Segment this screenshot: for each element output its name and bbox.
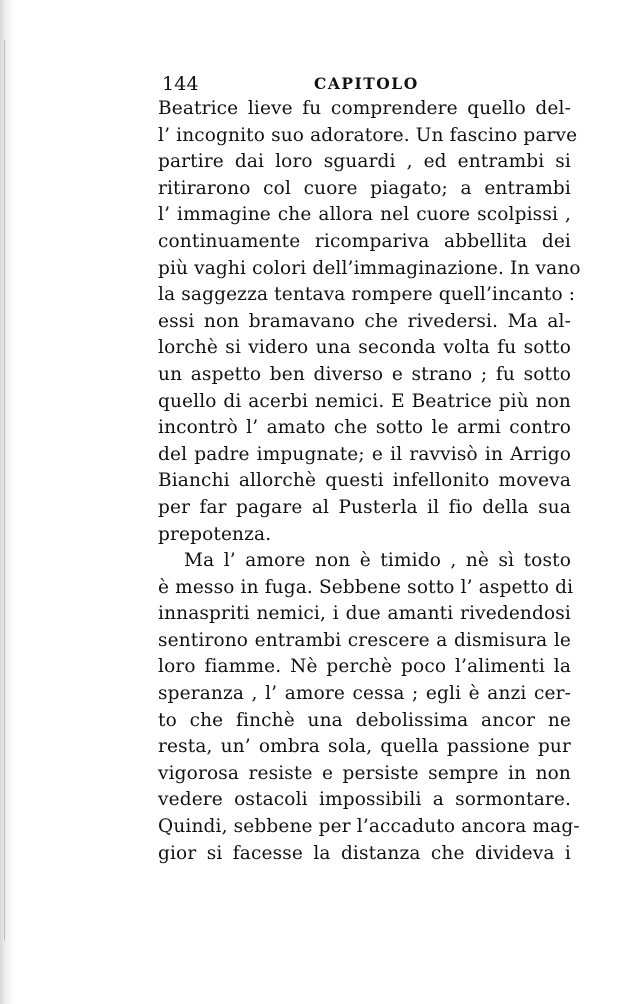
text-line: l’ incognito suo adoratore. Un fascino parve bbox=[158, 124, 578, 146]
text-line: loro fiamme. Nè perchè poco l’alimenti la bbox=[158, 656, 571, 678]
text-line: più vaghi colori dell’immaginazione. In vano bbox=[158, 257, 581, 279]
text-line: Bianchi allorchè questi infellonito moveva bbox=[158, 470, 571, 492]
text-line: sentirono entrambi crescere a dismisura le bbox=[158, 629, 571, 651]
text-line: un aspetto ben diverso e strano ; fu sotto bbox=[158, 363, 571, 385]
text-line: Quindi, sebbene per l’accaduto ancora mag- bbox=[158, 816, 580, 838]
text-line: Ma l’ amore non è timido , nè sì tosto bbox=[184, 550, 571, 572]
text-line: essi non bramavano che rivedersi. Ma al- bbox=[158, 310, 571, 332]
text-line: incontrò l’ amato che sotto le armi contro bbox=[158, 417, 571, 439]
text-line: la saggezza tentava rompere quell’incanto : bbox=[158, 284, 576, 306]
paragraph-1 bbox=[158, 96, 581, 548]
text-line: prepotenza. bbox=[158, 523, 272, 545]
text-line: vedere ostacoli impossibili a sormontare. bbox=[158, 789, 571, 811]
text-block bbox=[158, 72, 581, 867]
text-line: lorchè si videro una seconda volta fu sotto bbox=[158, 337, 571, 359]
text-line: ritirarono col cuore piagato; a entrambi bbox=[158, 177, 571, 199]
text-line: to che finchè una debolissima ancor ne bbox=[158, 709, 571, 731]
text-line: innaspriti nemici, i due amanti rivedendosi bbox=[158, 603, 571, 625]
text-line: partire dai loro sguardi , ed entrambi si bbox=[158, 151, 571, 173]
text-line: speranza , l’ amore cessa ; egli è anzi cer- bbox=[158, 683, 571, 705]
text-line: del padre impugnate; e il ravvisò in Arrigo bbox=[158, 443, 571, 465]
text-line: resta, un’ ombra sola, quella passione pur bbox=[158, 736, 571, 758]
text-line: Beatrice lieve fu comprendere quello del- bbox=[158, 98, 571, 119]
text-line: continuamente ricompariva abbellita dei bbox=[158, 230, 571, 252]
text-line: è messo in fuga. Sebbene sotto l’ aspetto di bbox=[158, 576, 574, 598]
paragraph-2 bbox=[158, 548, 580, 867]
text-line: gior si facesse la distanza che divideva i bbox=[158, 842, 571, 864]
page-number: 144 bbox=[162, 73, 199, 95]
running-head bbox=[158, 72, 571, 96]
text-line: quello di acerbi nemici. E Beatrice più non bbox=[158, 390, 571, 412]
text-line: l’ immagine che allora nel cuore scolpissi , bbox=[158, 204, 571, 226]
text-line: vigorosa resiste e persiste sempre in non bbox=[158, 762, 571, 784]
running-title: CAPITOLO bbox=[314, 74, 419, 93]
page-binding-edge bbox=[0, 0, 14, 1004]
text-line: per far pagare al Pusterla il fio della sua bbox=[158, 496, 571, 518]
